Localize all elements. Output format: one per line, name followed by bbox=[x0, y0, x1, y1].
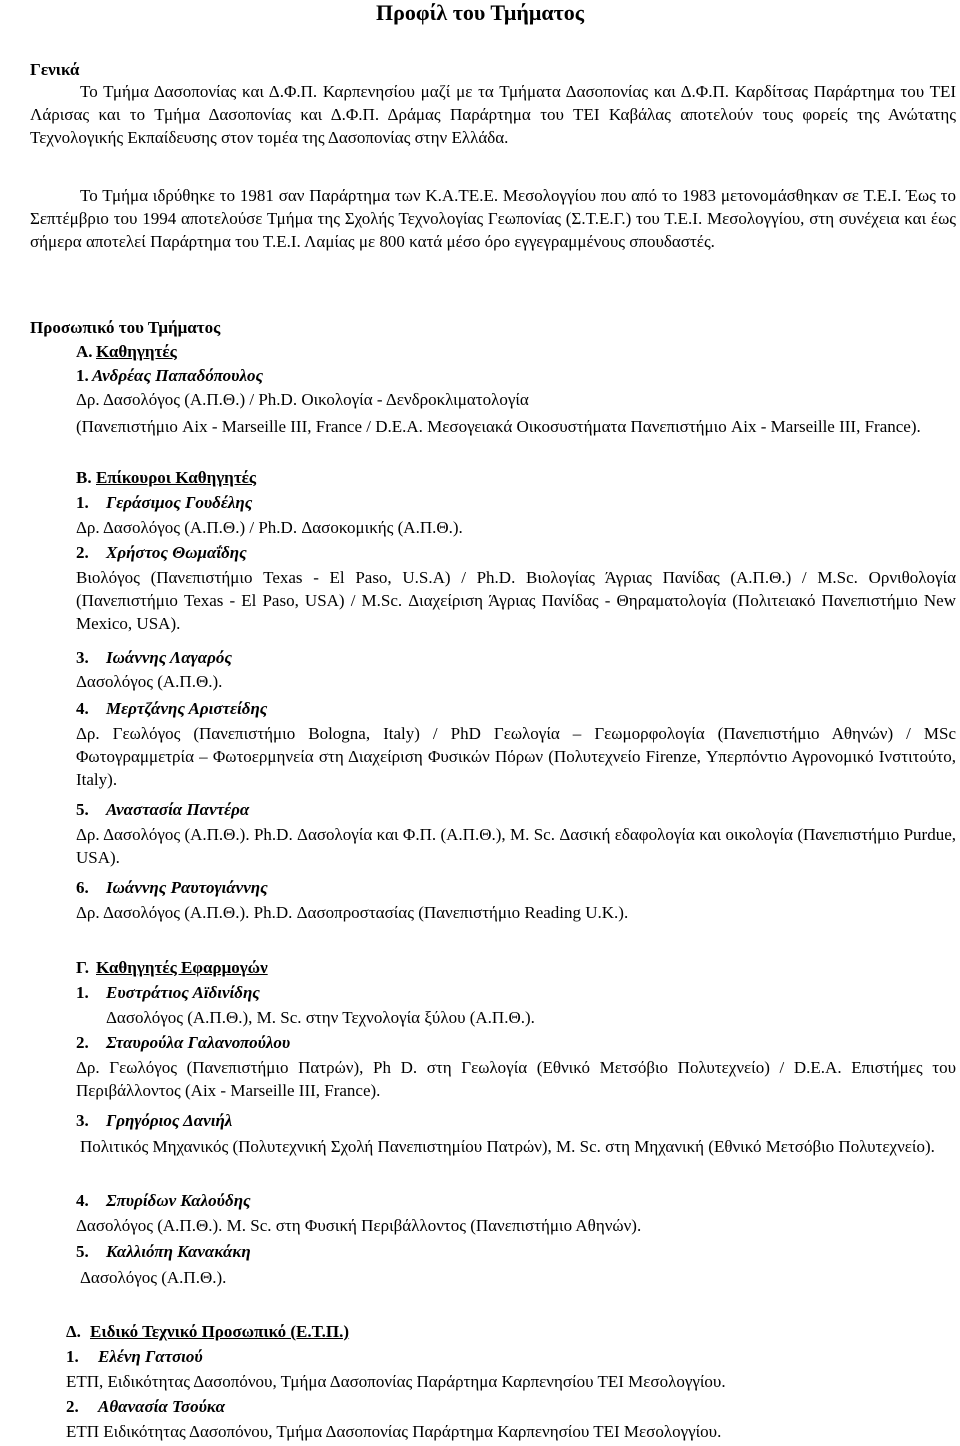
person-description: Δασολόγος (Α.Π.Θ.). bbox=[76, 672, 223, 691]
person-name: Καλλιόπη Κανακάκη bbox=[106, 1242, 251, 1261]
staff-heading: Προσωπικό του Τμήματος bbox=[30, 318, 221, 337]
general-paragraph-1: Το Τμήμα Δασοπονίας και Δ.Φ.Π. Καρπενησίου μαζί με τα Τμήματα Δασοπονίας και Δ.Φ.Π. Καρδίτσας Παράρτημα του ΤΕΙ Λάρισας και το Τμήμα Δασοπονίας και Δ.Φ.Π. Δράμας Παράρτημα του ΤΕΙ Καβάλας αποτελούν τους φορείς της Ανώτατης Τεχνολογικής Εκπαίδευσης στον τομέα της Δασοπονίας στην Ελλάδα. bbox=[30, 82, 956, 147]
person-number: 2. bbox=[76, 1033, 89, 1052]
section-d-letter: Δ. bbox=[66, 1322, 81, 1341]
person-number: 6. bbox=[76, 878, 89, 897]
person-description: Δασολόγος (Α.Π.Θ.). M. Sc. στη Φυσική Περιβάλλοντος (Πανεπιστήμιο Αθηνών). bbox=[76, 1216, 642, 1235]
person-number: 1. bbox=[76, 366, 89, 385]
person-name: Σταυρούλα Γαλανοπούλου bbox=[106, 1033, 291, 1052]
section-a-letter: Α. bbox=[76, 342, 93, 361]
section-c-heading: Καθηγητές Εφαρμογών bbox=[96, 958, 268, 977]
person-name: Μερτζάνης Αριστείδης bbox=[106, 699, 268, 718]
person-description: Δρ. Δασολόγος (Α.Π.Θ.) / Ph.D. Δασοκομικής (Α.Π.Θ.). bbox=[76, 518, 463, 537]
section-a-heading: Καθηγητές bbox=[96, 342, 177, 361]
person-number: 4. bbox=[76, 1191, 89, 1210]
page-title: Προφίλ του Τμήματος bbox=[375, 0, 585, 25]
person-number: 2. bbox=[76, 543, 89, 562]
person-number: 5. bbox=[76, 1242, 89, 1261]
person-description: Δρ. Δασολόγος (Α.Π.Θ.). Ph.D. Δασοπροστασίας (Πανεπιστήμιο Reading U.K.). bbox=[76, 903, 629, 922]
person-description: Δρ. Δασολόγος (Α.Π.Θ.) / Ph.D. Οικολογία - Δενδροκλιματολογία bbox=[76, 390, 529, 409]
general-heading: Γενικά bbox=[30, 60, 80, 79]
person-number: 3. bbox=[76, 1111, 89, 1130]
person-description: Δασολόγος (Α.Π.Θ.). bbox=[80, 1268, 227, 1287]
section-b-letter: Β. bbox=[76, 468, 92, 487]
person-number: 1. bbox=[76, 983, 89, 1002]
person-name: Αθανασία Τσούκα bbox=[98, 1397, 225, 1416]
person-name: Ευστράτιος Αϊδινίδης bbox=[106, 983, 260, 1002]
person-description: Δρ. Γεωλόγος (Πανεπιστήμιο Bologna, Italy) / PhD Γεωλογία – Γεωμορφολογία (Πανεπιστήμιο Αθηνών) / MSc Φωτογραμμετρία – Φωτοερμηνεία στη Διαχείριση Φυσικών Πόρων (Πολυτεχνείο Firenze, Υπερπόντιο Αγρονομικό Ινστιτούτο, Italy). bbox=[76, 724, 956, 789]
person-description: Βιολόγος (Πανεπιστήμιο Texas - El Paso, U.S.A) / Ph.D. Βιολογίας Άγριας Πανίδας (Α.Π.Θ.) / M.Sc. Ορνιθολογία (Πανεπιστήμιο Texas - El Paso, USA) / M.Sc. Διαχείριση Άγριας Πανίδας - Θηραματολογία (Πολιτειακό Πανεπιστήμιο New Mexico, USA). bbox=[76, 568, 956, 633]
person-description: Δασολόγος (Α.Π.Θ.), M. Sc. στην Τεχνολογία ξύλου (Α.Π.Θ.). bbox=[106, 1008, 535, 1027]
person-name: Χρήστος Θωμαΐδης bbox=[106, 543, 247, 562]
person-description: Δρ. Γεωλόγος (Πανεπιστήμιο Πατρών), Ph D. στη Γεωλογία (Εθνικό Μετσόβιο Πολυτεχνείο) / D.E.A. Επιστήμες του Περιβάλλοντος (Aix - Marseille III, France). bbox=[76, 1058, 956, 1100]
section-c-letter: Γ. bbox=[76, 958, 90, 977]
person-description: ΕΤΠ Ειδικότητας Δασοπόνου, Τμήμα Δασοπονίας Παράρτημα Καρπενησίου ΤΕΙ Μεσολογγίου. bbox=[66, 1422, 722, 1441]
person-name: Σπυρίδων Καλούδης bbox=[106, 1191, 251, 1210]
section-d-heading: Ειδικό Τεχνικό Προσωπικό (Ε.Τ.Π.) bbox=[90, 1322, 350, 1341]
person-number: 3. bbox=[76, 648, 89, 667]
person-name: Ιωάννης Λαγαρός bbox=[106, 648, 232, 667]
person-description: (Πανεπιστήμιο Aix - Marseille III, France / D.E.A. Μεσογειακά Οικοσυστήματα Πανεπιστήμιο Aix - Marseille III, France). bbox=[76, 417, 921, 436]
person-description: Δρ. Δασολόγος (Α.Π.Θ.). Ph.D. Δασολογία και Φ.Π. (Α.Π.Θ.), M. Sc. Δασική εδαφολογία και οικολογία (Πανεπιστήμιο Purdue, USA). bbox=[76, 825, 956, 867]
person-number: 5. bbox=[76, 800, 89, 819]
section-b-heading: Επίκουροι Καθηγητές bbox=[96, 468, 257, 487]
general-paragraph-2: Το Τμήμα ιδρύθηκε το 1981 σαν Παράρτημα των Κ.Α.ΤΕ.Ε. Μεσολογγίου που από το 1983 μετονομάσθηκαν σε Τ.Ε.Ι. Έως το Σεπτέμβριο του 1994 αποτελούσε Τμήμα της Σχολής Τεχνολογίας Γεωπονίας (Σ.Τ.Ε.Γ.) του Τ.Ε.Ι. Μεσολογγίου, στη συνέχεια και έως σήμερα αποτελεί Παράρτημα του Τ.Ε.Ι. Λαμίας με 800 κατά μέσο όρο εγγεγραμμένους σπουδαστές. bbox=[30, 186, 956, 251]
person-number: 1. bbox=[66, 1347, 79, 1366]
person-name: Γεράσιμος Γουδέλης bbox=[106, 493, 253, 512]
person-number: 1. bbox=[76, 493, 89, 512]
person-description: Πολιτικός Μηχανικός (Πολυτεχνική Σχολή Πανεπιστημίου Πατρών), M. Sc. στη Μηχανική (Εθνικό Μετσόβιο Πολυτεχνείο). bbox=[80, 1137, 935, 1156]
person-number: 4. bbox=[76, 699, 89, 718]
person-name: Ιωάννης Ραυτογιάννης bbox=[106, 878, 268, 897]
person-name: Γρηγόριος Δανιήλ bbox=[106, 1111, 233, 1130]
person-name: Αναστασία Παντέρα bbox=[106, 800, 250, 819]
person-number: 2. bbox=[66, 1397, 79, 1416]
person-name: Ελένη Γατσιού bbox=[98, 1347, 203, 1366]
person-description: ΕΤΠ, Ειδικότητας Δασοπόνου, Τμήμα Δασοπονίας Παράρτημα Καρπενησίου ΤΕΙ Μεσολογγίου. bbox=[66, 1372, 726, 1391]
person-name: Ανδρέας Παπαδόπουλος bbox=[92, 366, 264, 385]
